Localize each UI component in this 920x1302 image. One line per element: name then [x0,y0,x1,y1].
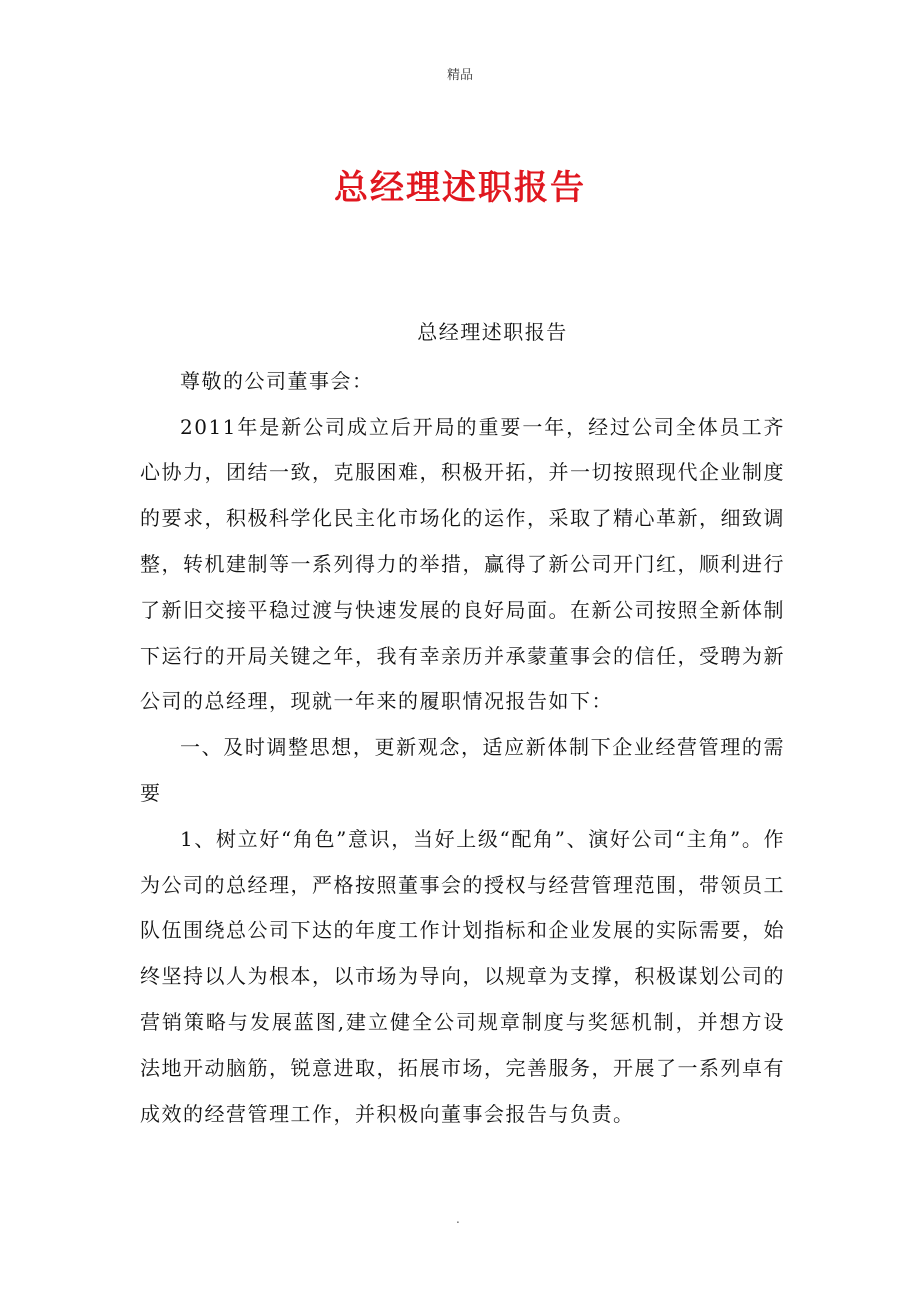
salutation: 尊敬的公司董事会： [180,368,374,393]
section-heading-1: 一、及时调整思想，更新观念，适应新体制下企业经营管理的需要 [140,735,785,805]
paragraph-item-1: 1、树立好“角色”意识，当好上级“配角”、演好公司“主角”。作为公司的总经理，严格按照董事会的授权与经营管理范围，带领员工队伍围绕总公司下达的年度工作计划指标和企业发展的实际需要，始终坚持以人为根本，以市场为导向，以规章为支撑，积极谋划公司的营销策略与发展蓝图,建立健全公司规章制度与奖惩机制，并想方设法地开动脑筋，锐意进取，拓展市场，完善服务，开展了一系列卓有成效的经营管理工作，并积极向董事会报告与负责。 [140,826,785,1126]
document-body [140,310,785,1137]
header-mark: 精品 [446,68,473,83]
document-subtitle: 总经理述职报告 [417,320,568,344]
footer-mark: . [456,1212,460,1226]
paragraph-intro: 2011年是新公司成立后开局的重要一年，经过公司全体员工齐心协力，团结一致，克服困难，积极开拓，并一切按照现代企业制度的要求，积极科学化民主化市场化的运作，采取了精心革新，细致调整，转机建制等一系列得力的举措，赢得了新公司开门红，顺利进行了新旧交接平稳过渡与快速发展的良好局面。在新公司按照全新体制下运行的开局关键之年，我有幸亲历并承蒙董事会的信任，受聘为新公司的总经理，现就一年来的履职情况报告如下： [140,414,785,714]
document-title: 总经理述职报告 [334,168,586,208]
